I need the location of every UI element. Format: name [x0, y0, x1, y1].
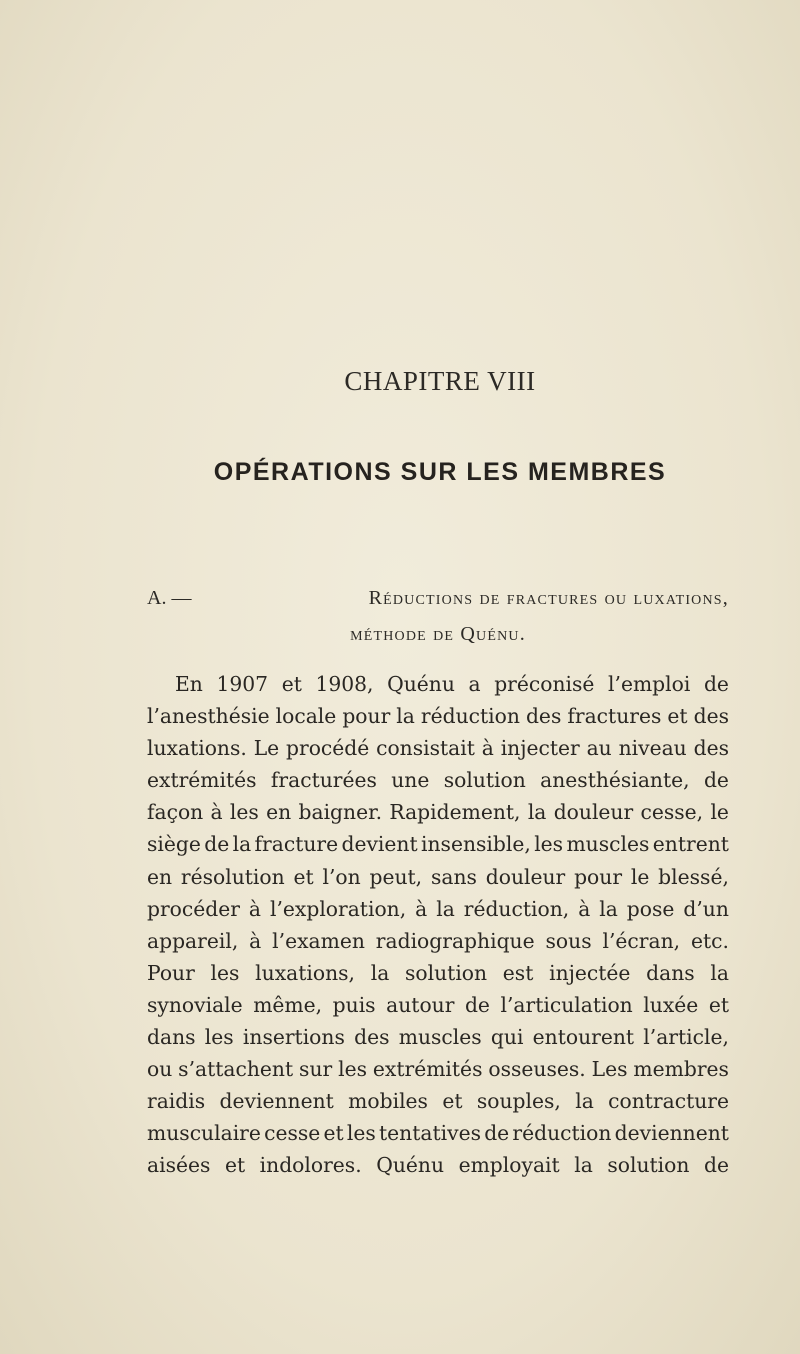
- section-heading-line-2: méthode de Quénu.: [350, 623, 526, 645]
- paragraph-line: ou s’attachent sur les extrémités osseuses. Les membres: [147, 1057, 729, 1082]
- section-heading: [147, 580, 729, 652]
- paragraph-line: en résolution et l’on peut, sans douleur pour le blessé,: [147, 864, 729, 889]
- paragraph-line: En 1907 et 1908, Quénu a préconisé l’emploi de: [175, 672, 729, 696]
- chapter-heading: CHAPITRE VIII: [344, 366, 536, 396]
- paragraph-line: siège de la fracture devient insensible, les muscles entrent: [147, 832, 729, 857]
- section-heading-line-1: [147, 580, 729, 616]
- paragraph-line: raidis deviennent mobiles et souples, la contracture: [147, 1089, 729, 1114]
- section-letter: A. —: [147, 587, 192, 609]
- paragraph-line: extrémités fracturées une solution anesthésiante, de: [147, 768, 729, 793]
- paragraph-line: luxations. Le procédé consistait à injecter au niveau des: [147, 736, 729, 761]
- section-heading-text: Réductions de fractures ou luxations,: [368, 587, 729, 609]
- paragraph-line: musculaire cesse et les tentatives de réduction deviennent: [147, 1121, 729, 1146]
- paragraph-line: dans les insertions des muscles qui entourent l’article,: [147, 1025, 729, 1050]
- paragraph-line: Pour les luxations, la solution est injectée dans la: [147, 960, 729, 985]
- body-paragraph: [147, 668, 729, 1182]
- paragraph-line: synoviale même, puis autour de l’articulation luxée et: [147, 992, 729, 1017]
- paragraph-line: aisées et indolores. Quénu employait la solution de: [147, 1153, 729, 1178]
- chapter-title: OPÉRATIONS SUR LES MEMBRES: [213, 458, 667, 486]
- paragraph-line: l’anesthésie locale pour la réduction des fractures et des: [147, 704, 729, 729]
- paragraph-line: procéder à l’exploration, à la réduction, à la pose d’un: [147, 896, 729, 921]
- paragraph-line: façon à les en baigner. Rapidement, la douleur cesse, le: [147, 800, 729, 825]
- paragraph-line: appareil, à l’examen radiographique sous l’écran, etc.: [147, 928, 729, 953]
